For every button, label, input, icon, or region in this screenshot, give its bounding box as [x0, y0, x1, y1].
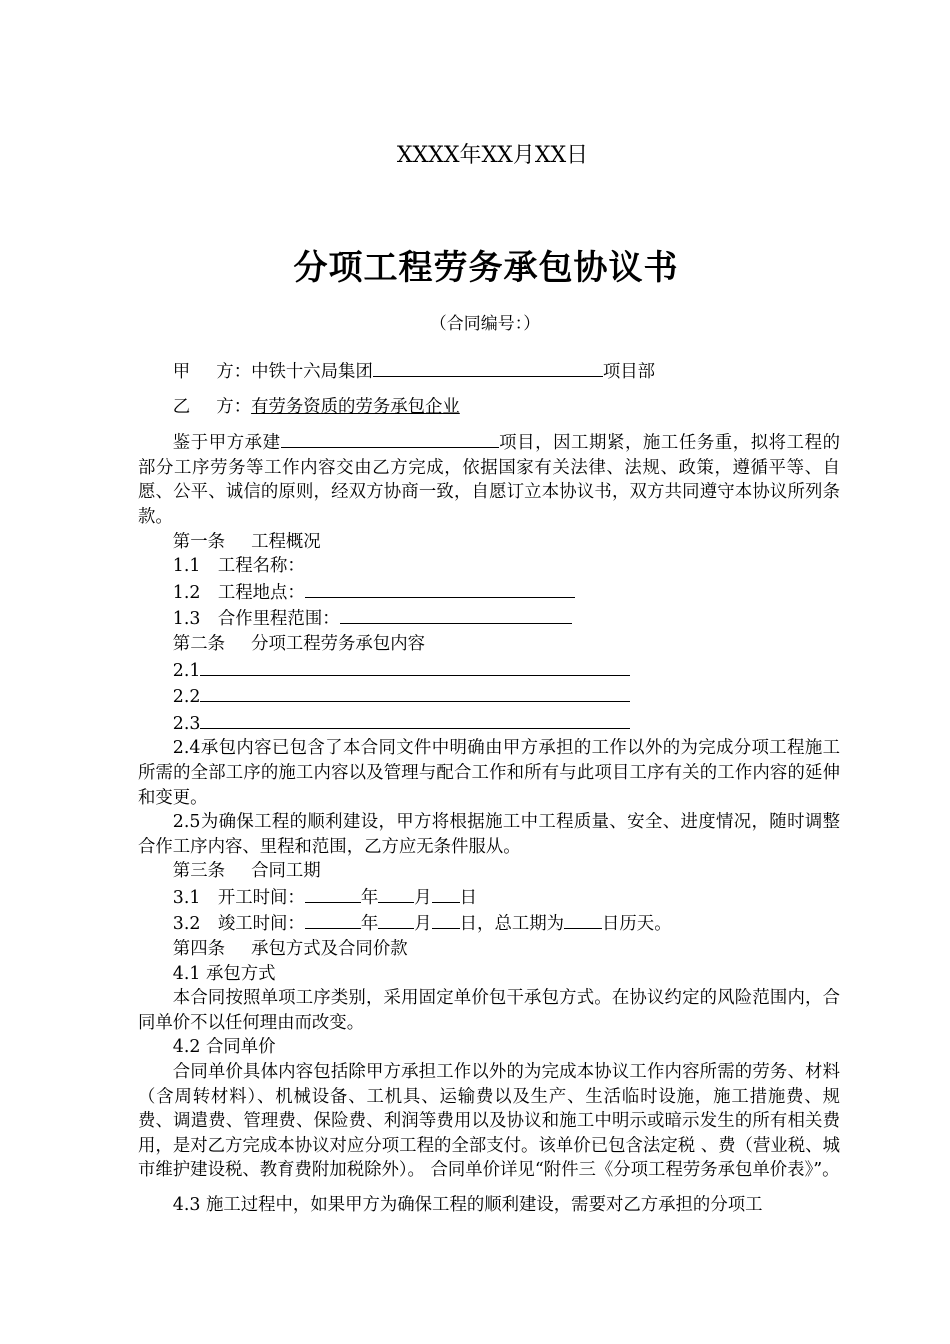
art4-sub-4-1-body: 本合同按照单项工序类别，采用固定单价包干承包方式。在协议约定的风险范围内，合同单价不以任何理由而改变。 [138, 988, 840, 1033]
document-body [138, 358, 840, 1218]
art2-item-1: 2.1 [138, 657, 840, 684]
art4-sub-4-2: 4.2 合同单价 [172, 1037, 276, 1058]
content-blank-3 [200, 710, 630, 729]
document-date: XXXX年XX月XX日 [396, 143, 589, 168]
art1-item-1: 1.1 工程名称： [172, 556, 305, 577]
art4-heading: 第四条 承包方式及合同价款 [172, 939, 408, 960]
art2-item-3: 2.3 [138, 710, 840, 737]
art1-item-2: 1.2 工程地点： [138, 579, 840, 606]
party-a: 甲 方：中铁十六局集团 项目部 [138, 358, 840, 385]
art2-clause-2-5: 2.5为确保工程的顺利建设，甲方将根据施工中工程质量、安全、进度情况，随时调整合作工序内容、里程和范围，乙方应无条件服从。 [138, 812, 840, 857]
art3-heading: 第三条 合同工期 [172, 861, 321, 882]
contract-number: （合同编号：） [429, 314, 541, 334]
content-blank-1 [200, 657, 630, 676]
art1-heading: 第一条 工程概况 [172, 531, 321, 552]
art1-item-3: 1.3 合作里程范围： [138, 605, 840, 632]
location-blank [305, 579, 575, 598]
art4-sub-4-2-body: 合同单价具体内容包括除甲方承担工作以外的为完成本协议工作内容所需的劳务、材料（含周转材料）、机械设备、工机具、运输费以及生产、生活临时设施，施工措施费、规费、调遣费、管理费、保险费、利润等费用以及协议和施工中明示或暗示发生的所有相关费用，是对乙方完成本协议对应分项工程的全部支付。该单价已包含法定税 、费（营业税、城市维护建设税、教育费附加税除外）。 合同单价详见“附件三《分项工程劳务承包单价表》”。 [138, 1062, 840, 1181]
art4-sub-4-1: 4.1 承包方式 [172, 963, 276, 984]
art3-end-date: 3.2 竣工时间： 年 月 日，总工期为 日历天。 [138, 910, 840, 937]
party-a-project-blank [373, 358, 603, 377]
intro-project-blank [281, 429, 499, 448]
party-b: 乙 方：有劳务资质的劳务承包企业 [172, 396, 460, 417]
document-title: 分项工程劳务承包协议书 [293, 248, 679, 288]
mileage-blank [340, 605, 572, 624]
art3-start-date: 3.1 开工时间： 年 月 日 [138, 884, 840, 911]
party-b-value: 有劳务资质的劳务承包企业 [251, 396, 460, 417]
art2-clause-2-4: 2.4承包内容已包含了本合同文件中明确由甲方承担的工作以外的为完成分项工程施工所需的全部工序的施工内容以及管理与配合工作和所有与此项目工序有关的工作内容的延伸和变更。 [138, 738, 840, 808]
art2-item-2: 2.2 [138, 683, 840, 710]
intro-paragraph: 鉴于甲方承建 项目，因工期紧，施工任务重，拟将工程的部分工序劳务等工作内容交由乙方完成，依据国家有关法律、法规、政策，遵循平等、自愿、公平、诚信的原则，经双方协商一致，自愿订立本协议书，双方共同遵守本协议所列条款。 [138, 429, 840, 529]
content-blank-2 [200, 683, 630, 702]
art4-sub-4-3: 4.3 施工过程中，如果甲方为确保工程的顺利建设，需要对乙方承担的分项工 [172, 1195, 763, 1215]
art2-heading: 第二条 分项工程劳务承包内容 [172, 633, 425, 654]
